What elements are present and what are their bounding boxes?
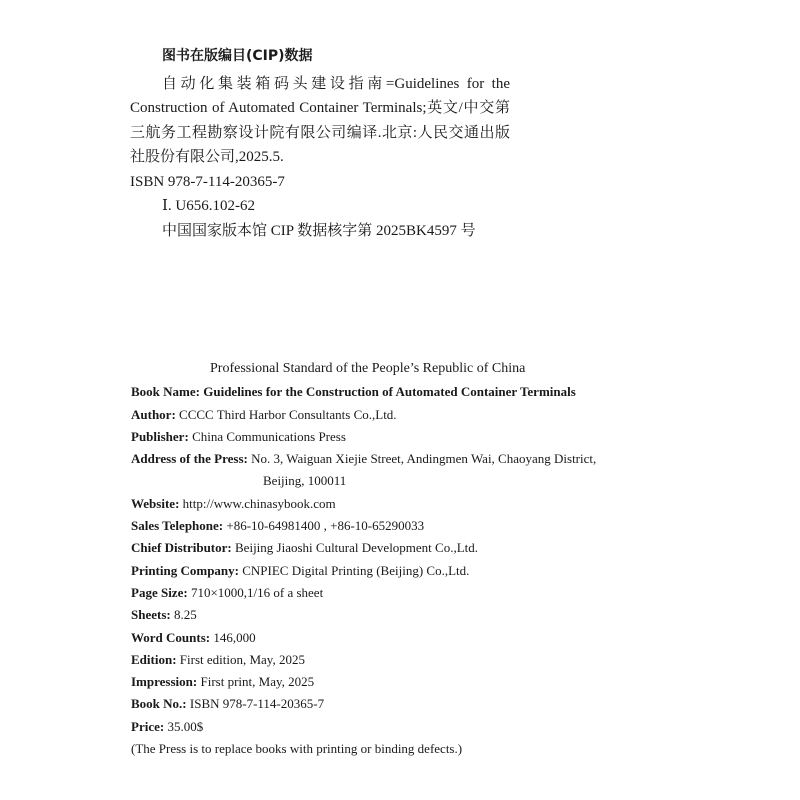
field-label: Edition: [131, 651, 173, 667]
field-label: Sheets: [131, 607, 167, 623]
field-label: Publisher: [131, 428, 185, 444]
cip-record-number: 中国国家版本馆 CIP 数据核字第 2025BK4597 号: [162, 222, 476, 239]
field-book-name: Book Name: Guidelines for the Construction of Automated Container Terminals: [131, 384, 576, 400]
field-label: Chief Distributor: [131, 540, 228, 556]
field-website: Website: http://www.chinasybook.com: [131, 495, 336, 511]
english-colophon: [131, 358, 671, 760]
field-label: Book No.: [131, 696, 183, 712]
field-address-continued: Beijing, 100011: [263, 473, 347, 489]
cip-entry: 自动化集装箱码头建设指南=Guidelines for the Construction of Automated Container Terminals;英文/中交第三航务工程勘察设计院有限公司编译.北京:人民交通出版社股份有限公司,2025.5.: [130, 75, 510, 165]
field-word-counts: Word Counts: 146,000: [131, 629, 256, 645]
field-edition: Edition: First edition, May, 2025: [131, 651, 305, 667]
field-book-no: Book No.: ISBN 978-7-114-20365-7: [131, 696, 325, 712]
colophon-header: Professional Standard of the People’s Republic of China: [210, 361, 526, 376]
field-page-size: Page Size: 710×1000,1/16 of a sheet: [131, 584, 324, 600]
field-label: Price: [131, 718, 160, 734]
field-value: 35.00$: [167, 718, 204, 734]
field-price: Price: 35.00$: [131, 718, 204, 734]
field-label: Printing Company: [131, 562, 235, 578]
field-value: Guidelines for the Construction of Automated Container Terminals: [203, 384, 576, 400]
field-value: No. 3, Waiguan Xiejie Street, Andingmen Wai, Chaoyang District,: [251, 451, 597, 467]
field-impression: Impression: First print, May, 2025: [131, 674, 315, 690]
field-chief-distributor: Chief Distributor: Beijing Jiaoshi Cultural Development Co.,Ltd.: [131, 540, 479, 556]
field-address: Address of the Press: No. 3, Waiguan Xiejie Street, Andingmen Wai, Chaoyang District,: [131, 451, 597, 467]
field-label: Author: [131, 406, 172, 422]
field-value: First print, May, 2025: [200, 674, 315, 690]
field-label: Impression: [131, 674, 193, 690]
field-value: Beijing Jiaoshi Cultural Development Co.,Ltd.: [235, 540, 479, 556]
field-label: Word Counts: [131, 629, 206, 645]
replacement-note: (The Press is to replace books with printing or binding defects.): [131, 741, 463, 757]
field-value: 146,000: [213, 629, 256, 645]
field-label: Book Name: [131, 384, 196, 400]
field-value: China Communications Press: [192, 428, 346, 444]
field-label: Sales Telephone: [131, 518, 219, 534]
field-publisher: Publisher: China Communications Press: [131, 428, 346, 444]
field-value: First edition, May, 2025: [179, 651, 305, 667]
cip-title: 图书在版编目(CIP)数据: [162, 48, 313, 64]
cip-data-block: [130, 44, 510, 243]
field-sheets: Sheets: 8.25: [131, 607, 197, 623]
field-label: Page Size: [131, 584, 184, 600]
cip-classification: Ⅰ. U656.102-62: [162, 198, 256, 214]
field-value: CNPIEC Digital Printing (Beijing) Co.,Ltd.: [242, 562, 470, 578]
field-label: Address of the Press: [131, 451, 244, 467]
field-value: 8.25: [173, 607, 197, 623]
field-sales-telephone: Sales Telephone: +86-10-64981400 , +86-10-65290033: [131, 518, 425, 534]
field-printing-company: Printing Company: CNPIEC Digital Printing (Beijing) Co.,Ltd.: [131, 562, 470, 578]
field-author: Author: CCCC Third Harbor Consultants Co.,Ltd.: [131, 406, 397, 422]
cip-isbn: ISBN 978-7-114-20365-7: [130, 173, 285, 190]
field-value: 710×1000,1/16 of a sheet: [190, 584, 324, 600]
field-label: Website: [131, 495, 176, 511]
field-value: CCCC Third Harbor Consultants Co.,Ltd.: [179, 406, 397, 422]
field-value: +86-10-64981400 , +86-10-65290033: [226, 518, 425, 534]
field-value: ISBN 978-7-114-20365-7: [189, 696, 325, 712]
field-value: http://www.chinasybook.com: [182, 495, 336, 511]
